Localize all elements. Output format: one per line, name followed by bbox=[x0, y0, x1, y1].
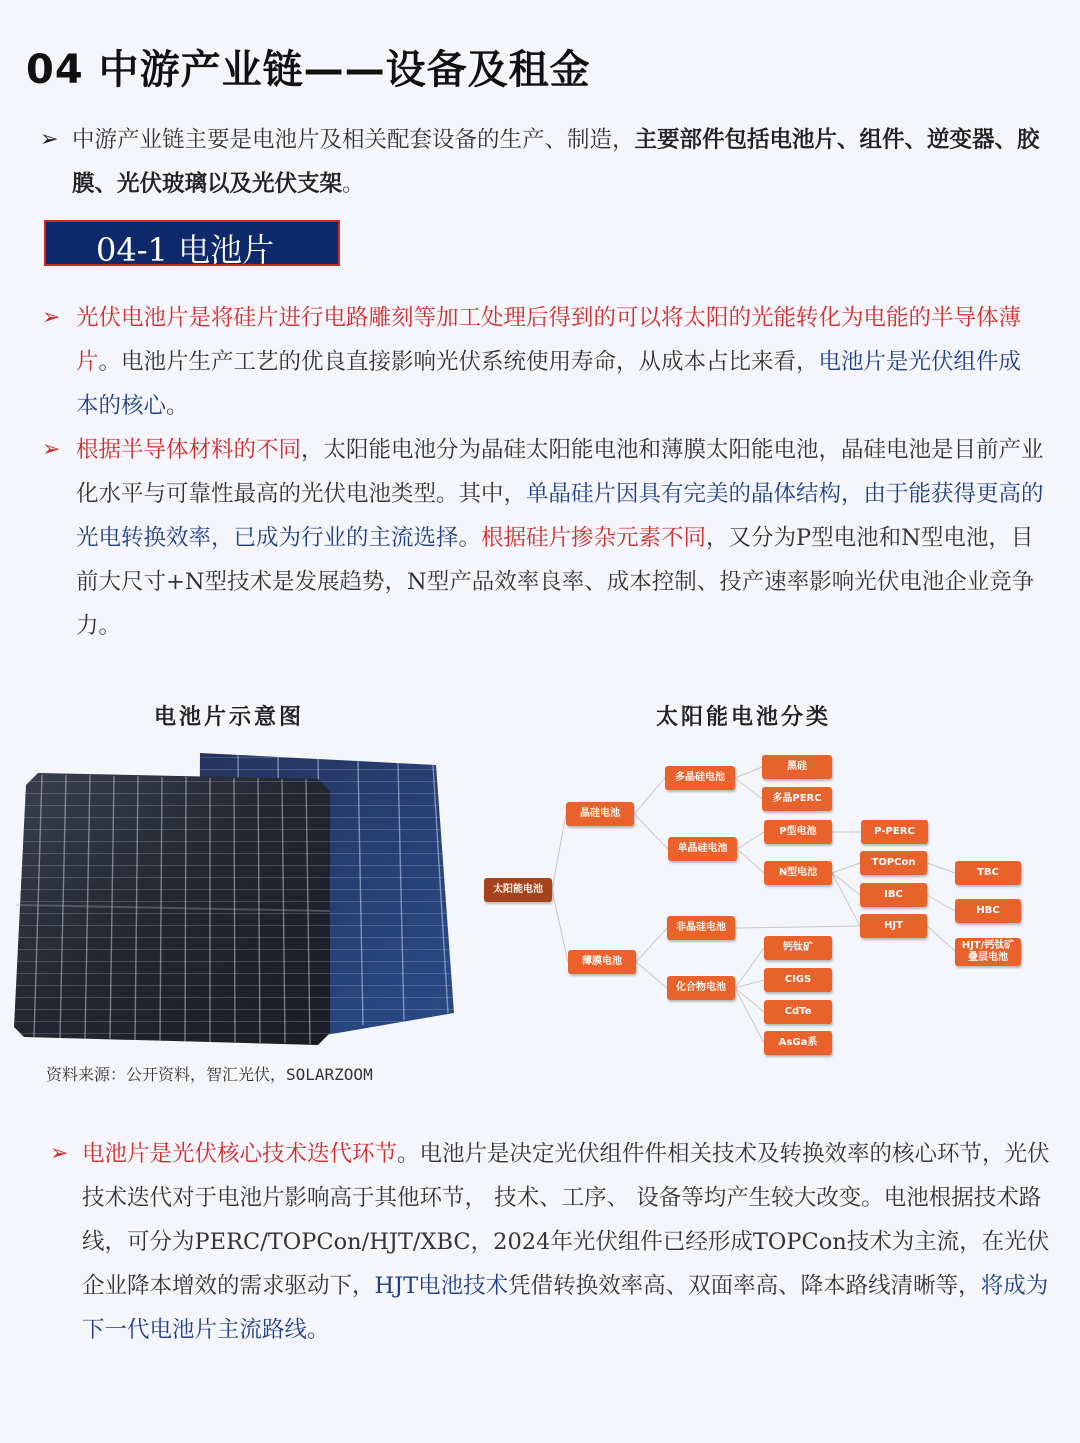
p2-plain-text-1: ，太阳能电池分为晶硅太阳能电池和薄膜太阳能电池，晶硅电池是目前产业化水平与可靠性最高的光伏电池类型。其中， bbox=[76, 437, 1044, 507]
paragraph-3 bbox=[50, 1132, 1062, 1352]
figure-left-title: 电池片示意图 bbox=[154, 704, 305, 730]
p3-blue-text-1: HJT电池技术 bbox=[374, 1273, 509, 1299]
bullet-arrow-icon: ➢ bbox=[40, 127, 59, 152]
tree-node-perovskite: 钙钛矿 bbox=[764, 936, 832, 960]
page-title: 04 中游产业链——设备及租金 bbox=[26, 47, 591, 93]
p3-end: 。 bbox=[307, 1317, 330, 1343]
p1-red-text: 光伏电池片是将硅片进行电路雕刻等加工处理后得到的可以将太阳的光能转化为电能的半导体薄片 bbox=[76, 305, 1022, 375]
tree-node-tbc: TBC bbox=[955, 861, 1021, 885]
source-note: 资料来源：公开资料，智汇光伏，SOLARZOOM bbox=[46, 1065, 373, 1084]
intro-text: 中游产业链主要是电池片及相关配套设备的生产、制造， bbox=[72, 127, 635, 153]
p2-plain-text-3: ，又分为P型电池和N型电池，目前大尺寸+N型技术是发展趋势，N型产品效率良率、成本控制、投产速率影响光伏电池企业竞争力。 bbox=[76, 525, 1035, 639]
bullet-arrow-icon: ➢ bbox=[50, 1141, 69, 1166]
tree-node-hjt-tandem-line1: HJT/钙钛矿 bbox=[961, 940, 1015, 951]
p1-end: 。 bbox=[166, 393, 189, 419]
figure-right-title: 太阳能电池分类 bbox=[656, 704, 832, 730]
bullet-arrow-icon: ➢ bbox=[42, 437, 61, 462]
tree-node-black-si: 黑硅 bbox=[762, 755, 832, 779]
tree-node-hjt-tandem bbox=[955, 938, 1021, 966]
intro-end: 。 bbox=[342, 171, 365, 197]
tree-node-mono: 单晶硅电池 bbox=[668, 837, 737, 861]
p3-blue-text-2: 将成为下一代电池片主流路线 bbox=[82, 1273, 1049, 1343]
p3-plain-text-2: 凭借转换效率高、双面率高、降本路线清晰等， bbox=[508, 1273, 981, 1299]
p3-red-text: 电池片是光伏核心技术迭代环节 bbox=[82, 1141, 398, 1167]
tree-node-amorphous: 非晶硅电池 bbox=[667, 916, 735, 940]
tree-node-cdte: CdTe bbox=[764, 1000, 832, 1024]
p2-red-text-2: 根据硅片掺杂元素不同 bbox=[481, 525, 707, 551]
p3-plain-text-1: 。电池片是决定光伏组件件相关技术及转换效率的核心环节，光伏技术迭代对于电池片影响高于其他环节， 技术、工序、 设备等均产生较大改变。电池根据技术路线，可分为PERC/TOPCon/HJT/XBC，2024年光伏组件已经形成TOPCon技术为主流，在光伏企业降本增效的需求驱动下， bbox=[82, 1141, 1050, 1299]
intro-bold-text: 主要部件包括电池片、组件、逆变器、胶膜、光伏玻璃以及光伏支架 bbox=[72, 127, 1040, 197]
tree-node-root: 太阳能电池 bbox=[484, 878, 552, 902]
tree-node-asga: AsGa系 bbox=[764, 1031, 832, 1055]
tree-node-cigs: CIGS bbox=[764, 968, 832, 992]
p2-blue-text-1: 单晶硅片因具有完美的晶体结构，由于能获得更高的光电转换效率，已成为行业的主流选择 bbox=[76, 481, 1044, 551]
tree-node-p-perc: P-PERC bbox=[861, 820, 928, 844]
tree-node-poly: 多晶硅电池 bbox=[665, 766, 735, 790]
p1-plain-text: 。电池片生产工艺的优良直接影响光伏系统使用寿命，从成本占比来看， bbox=[98, 349, 819, 375]
p2-plain-text-2: 。 bbox=[458, 525, 482, 551]
tree-node-thin-film: 薄膜电池 bbox=[568, 950, 636, 974]
tree-node-hjt: HJT bbox=[860, 914, 927, 938]
tree-node-p-type: P型电池 bbox=[764, 820, 832, 844]
tree-node-hbc: HBC bbox=[955, 899, 1021, 923]
tree-node-crystal: 晶硅电池 bbox=[566, 802, 634, 826]
tree-node-hjt-tandem-line2: 叠层电池 bbox=[968, 952, 1008, 963]
section-label: 04-1 电池片 bbox=[96, 231, 275, 269]
tree-node-n-type: N型电池 bbox=[764, 861, 832, 885]
p1-blue-text: 电池片是光伏组件成本的核心 bbox=[76, 349, 1022, 419]
p2-red-text-1: 根据半导体材料的不同 bbox=[76, 437, 302, 463]
tree-node-topcon: TOPCon bbox=[860, 851, 927, 875]
tree-node-ibc: IBC bbox=[860, 883, 927, 907]
tree-node-poly-perc: 多晶PERC bbox=[762, 787, 832, 811]
tree-node-compound: 化合物电池 bbox=[667, 976, 735, 1000]
bullet-arrow-icon: ➢ bbox=[42, 305, 61, 330]
